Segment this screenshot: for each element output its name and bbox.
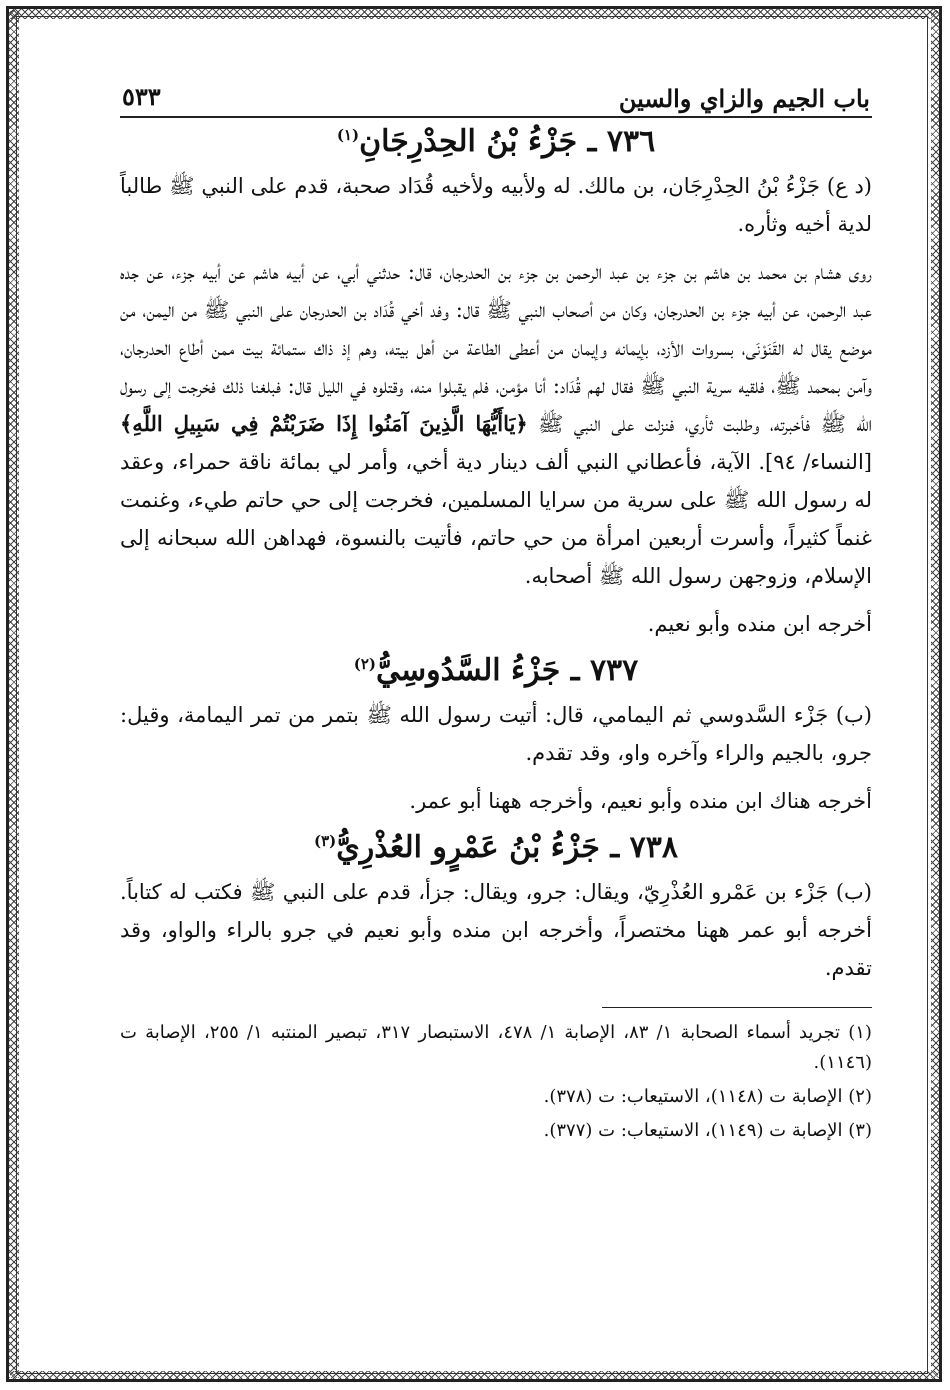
entry-paragraph: (ب) جَزْء السَّدوسي ثم اليمامي، قال: أتيت رسول الله ﷺ بتمر من تمر اليمامة، وقيل: جرو، بالجيم والراء وآخره واو، وقد تقدم.: [120, 703, 872, 765]
entry-title-737: [120, 653, 872, 688]
footnotes: [120, 1018, 872, 1146]
page-number: ٥٣٣: [122, 82, 161, 111]
footnote-mark: (٢): [353, 655, 376, 673]
entry-paragraph: أخرجه هناك ابن منده وأبو نعيم، وأخرجه ههنا أبو عمر.: [409, 789, 872, 813]
entry-paragraph: أخرجه ابن منده وأبو نعيم.: [647, 612, 872, 636]
footnote: (١) تجريد أسماء الصحابة ١/ ٨٣، الإصابة ١/ ٤٧٨، الاستبصار ٣١٧، تبصير المنتبه ١/ ٢٥٥، الإصابة ت (١١٤٦).: [120, 1022, 872, 1073]
entry-title-736: [120, 124, 872, 159]
entry-paragraph: (د ع) جَزْءُ بْنُ الحِدْرِجَان، بن مالك. له ولأبيه ولأخيه قُدَاد صحبة، قدم على النبي ﷺ طالباً لدية أخيه وثأره.: [120, 174, 872, 236]
running-head: باب الجيم والزاي والسين: [618, 84, 870, 113]
page-header: [120, 60, 872, 118]
entry-paragraph: (ب) جَزْء بن عَمْرو العُذْرِيّ، ويقال: جرو، ويقال: جزأ، قدم على النبي ﷺ فكتب له كتاباً. أخرجه أبو عمر ههنا مختصراً، وأخرجه ابن منده وأبو نعيم في جرو بالراء والواو، وقد تقدم.: [120, 880, 872, 980]
entry-title-text: ٧٣٨ ـ جَزْءُ بْنُ عَمْرٍو العُذْرِيُّ: [336, 830, 678, 865]
quran-quote: ﴿يَاأَيُّهَا الَّذِينَ آمَنُوا إِذَا ضَرَبْتُمْ فِي سَبِيلِ اللَّهِ﴾: [120, 411, 528, 436]
page-content: [120, 60, 872, 1150]
footnote: (٣) الإصابة ت (١١٤٩)، الاستيعاب: ت (٣٧٧).: [543, 1120, 872, 1141]
narration-text-continued: [النساء/ ٩٤]. الآية، فأعطاني النبي ألف دينار دية أخي، وأمر لي بمائة ناقة حمراء، وعقد له رسول الله ﷺ على سرية من سرايا المسلمين، فخرجت إلى حي حاتم طيء، وغنمت غنماً كثيراً، وأسرت أربعين امرأة من حي حاتم، فأتيت بالنسوة، فهداهن الله سبحانه إلى الإسلام، وزوجهن رسول الله ﷺ أصحابه.: [120, 450, 872, 588]
entry-title-text: ٧٣٧ ـ جَزْءُ السَّدُوسِيُّ: [375, 653, 639, 688]
footnote: (٢) الإصابة ت (١١٤٨)، الاستيعاب: ت (٣٧٨).: [543, 1086, 872, 1107]
entry-title-738: [120, 830, 872, 865]
narration-text: روى هشام بن محمد بن هاشم بن جزء بن عبد الرحمن بن جزء بن الحدرجان، قال: حدثني أبي، عن أبيه هاشم عن أبيه جزء، عن جده عبد الرحمن، عن أبيه جزء بن الحدرجان، وكان من أصحاب النبي ﷺ قال: وفد أخي قُدَاد بن الحدرجان على النبي ﷺ من اليمن، من موضع يقال له القَنَوْنَى، بسروات الأزد، بإيمانه وإيمان من أعطى الطاعة من أهل بيته، وهم إذ ذاك ستمائة بيت ممن أطاع الحدرجان، وآمن بمحمد ﷺ، فلقيه سرية النبي ﷺ فقال لهم قُدَاد: أنا مؤمن، فلم يقبلوا منه، وقتلوه في الليل قال: فبلغنا ذلك فخرجت إلى رسول الله ﷺ فأخبرته، وطلبت ثأري، فنزلت على النبي ﷺ: [120, 260, 872, 436]
footnote-divider: [602, 1007, 872, 1008]
footnote-mark: (٣): [314, 832, 337, 850]
entry-paragraph: [120, 253, 872, 595]
footnote-mark: (١): [336, 126, 360, 144]
entry-title-text: ٧٣٦ ـ جَزْءُ بْنُ الحِدْرِجَانِ: [359, 124, 656, 159]
